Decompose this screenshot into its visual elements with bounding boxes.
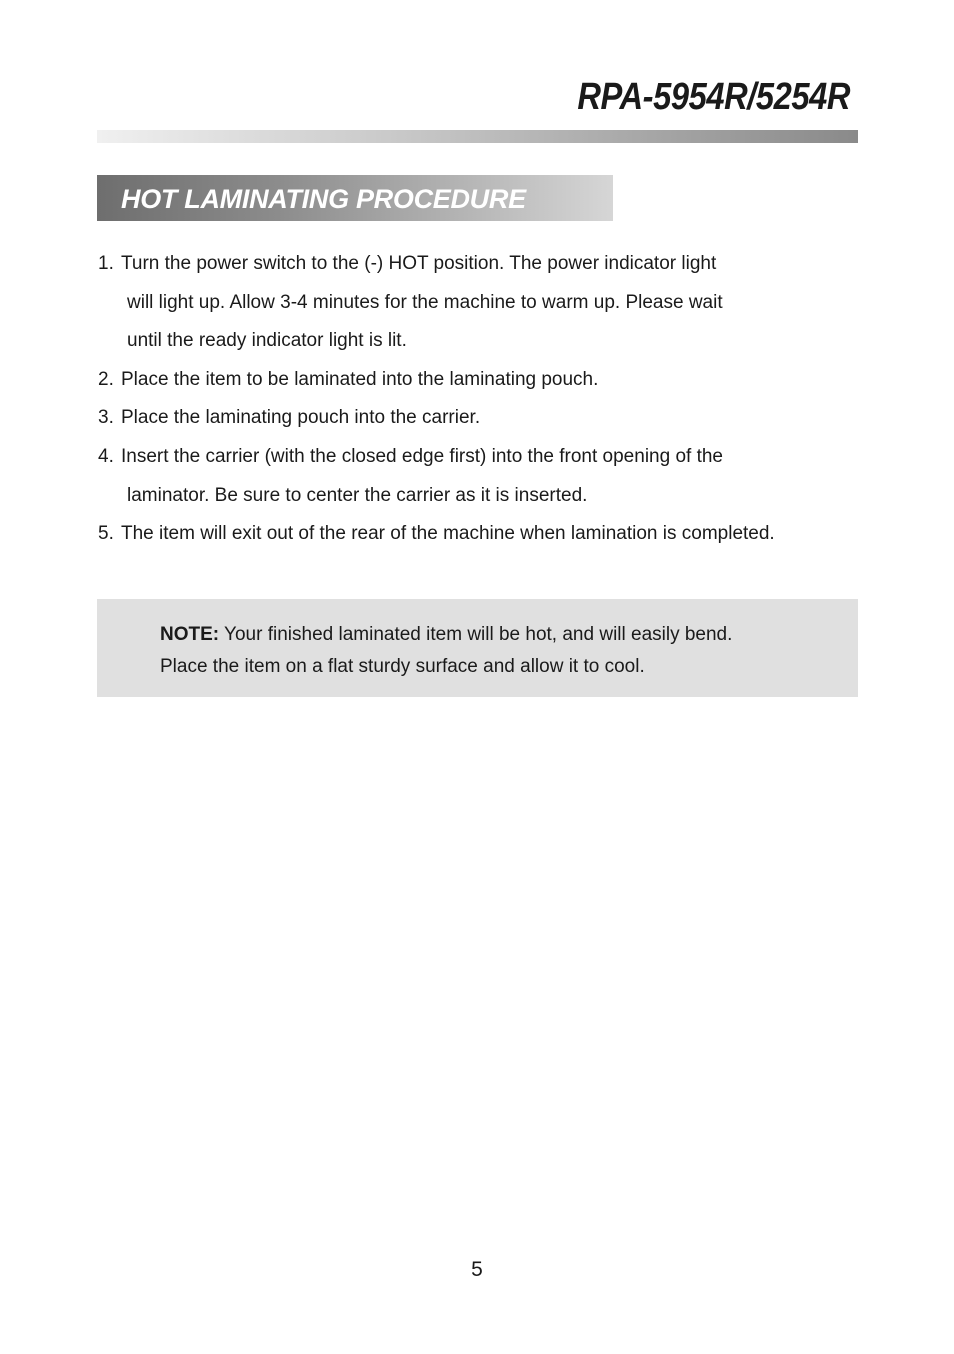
model-title: RPA-5954R/5254R xyxy=(577,76,850,118)
step-text xyxy=(121,245,723,361)
step-line: until the ready indicator light is lit. xyxy=(127,330,407,352)
note-label: NOTE: xyxy=(160,624,220,645)
step-4 xyxy=(98,438,858,515)
step-number: 3. xyxy=(98,407,114,429)
note-line-1 xyxy=(160,619,732,651)
step-line: will light up. Allow 3-4 minutes for the machine to warm up. Please wait xyxy=(127,291,723,313)
procedure-steps xyxy=(98,245,858,554)
step-number: 1. xyxy=(98,253,114,274)
step-text xyxy=(121,399,480,438)
step-number: 5. xyxy=(98,523,114,545)
note-line-1-text: Your finished laminated item will be hot, and will easily bend. xyxy=(219,624,733,645)
step-line: Turn the power switch to the (-) HOT position. The power indicator light xyxy=(121,253,717,274)
note-box xyxy=(97,599,858,697)
page-number: 5 xyxy=(471,1258,483,1281)
step-text xyxy=(121,361,598,400)
section-title: HOT LAMINATING PROCEDURE xyxy=(121,184,526,214)
step-1 xyxy=(98,245,858,361)
step-3 xyxy=(98,399,858,438)
step-line: The item will exit out of the rear of the machine when lamination is completed. xyxy=(121,523,775,545)
note-text xyxy=(160,619,732,683)
step-line: Place the item to be laminated into the laminating pouch. xyxy=(121,368,599,390)
section-banner xyxy=(97,175,613,221)
step-number: 4. xyxy=(98,445,114,467)
step-line: Place the laminating pouch into the carrier. xyxy=(121,407,481,429)
header-rule xyxy=(97,130,858,143)
step-number: 2. xyxy=(98,368,114,390)
step-2 xyxy=(98,361,858,400)
note-line-2: Place the item on a flat sturdy surface and allow it to cool. xyxy=(160,656,645,677)
step-5 xyxy=(98,515,858,554)
step-text xyxy=(121,515,775,554)
step-text xyxy=(121,438,723,515)
step-line: laminator. Be sure to center the carrier as it is inserted. xyxy=(127,484,588,506)
step-line: Insert the carrier (with the closed edge first) into the front opening of the xyxy=(121,445,723,467)
